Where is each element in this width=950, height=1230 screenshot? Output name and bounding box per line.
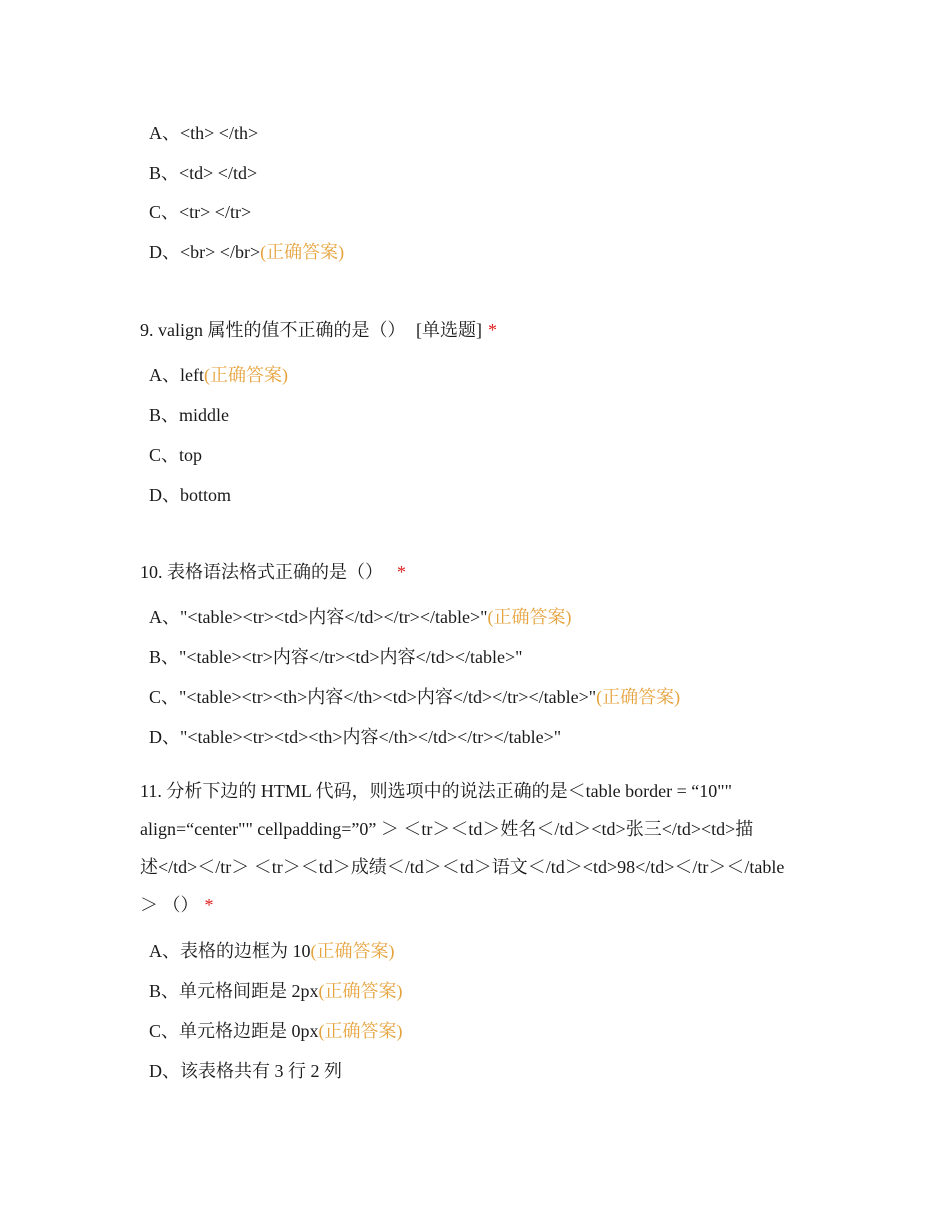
question-type-tag: [单选题] bbox=[416, 320, 482, 340]
q10-option-b[interactable] bbox=[149, 645, 522, 669]
option-label: B、<td> </td> bbox=[149, 163, 258, 183]
question-text-line: ＞ （） bbox=[140, 895, 199, 915]
q11-option-d[interactable] bbox=[149, 1059, 342, 1083]
correct-answer-mark: (正确答案) bbox=[487, 607, 572, 627]
option-label: A、表格的边框为 10 bbox=[149, 941, 311, 961]
option-label: C、top bbox=[149, 445, 203, 465]
option-label: B、单元格间距是 2px bbox=[149, 981, 319, 1001]
question-text: 10. 表格语法格式正确的是（） bbox=[140, 562, 383, 582]
q9-option-a[interactable] bbox=[149, 363, 288, 387]
q11-option-b[interactable] bbox=[149, 979, 403, 1003]
q11-option-a[interactable] bbox=[149, 939, 395, 963]
q9-option-b[interactable] bbox=[149, 403, 229, 427]
required-mark: * bbox=[397, 562, 406, 582]
q8-option-b[interactable] bbox=[149, 161, 257, 185]
q11-option-c[interactable] bbox=[149, 1019, 403, 1043]
option-label: A、"<table><tr><td>内容</td></tr></table>" bbox=[149, 607, 488, 627]
correct-answer-mark: (正确答案) bbox=[318, 981, 403, 1001]
option-label: D、"<table><tr><td><th>内容</th></td></tr></table>" bbox=[149, 727, 562, 747]
option-label: D、bottom bbox=[149, 485, 232, 505]
q9-option-d[interactable] bbox=[149, 483, 231, 507]
option-label: D、该表格共有 3 行 2 列 bbox=[149, 1061, 342, 1081]
option-label: D、<br> </br> bbox=[149, 242, 261, 262]
q11-title bbox=[140, 772, 830, 924]
correct-answer-mark: (正确答案) bbox=[318, 1021, 403, 1041]
question-text-line: align=“center"" cellpadding=”0” ＞ ＜tr＞＜td＞姓名＜/td＞<td>张三</td><td>描 bbox=[140, 819, 754, 839]
required-mark: * bbox=[488, 320, 497, 340]
correct-answer-mark: (正确答案) bbox=[310, 941, 395, 961]
correct-answer-mark: (正确答案) bbox=[260, 242, 345, 262]
option-label: C、单元格边距是 0px bbox=[149, 1021, 319, 1041]
required-mark: * bbox=[204, 895, 214, 915]
q10-title bbox=[140, 553, 820, 591]
correct-answer-mark: (正确答案) bbox=[203, 365, 288, 385]
question-text-line: 述</td>＜/tr＞ ＜tr＞＜td＞成绩＜/td＞＜td＞语文＜/td＞<td>98</td>＜/tr＞＜/table bbox=[140, 857, 785, 877]
q8-option-a[interactable] bbox=[149, 121, 258, 145]
correct-answer-mark: (正确答案) bbox=[596, 687, 681, 707]
q9-option-c[interactable] bbox=[149, 443, 202, 467]
q9-title bbox=[140, 311, 820, 349]
q10-option-a[interactable] bbox=[149, 605, 571, 629]
option-label: B、"<table><tr>内容</tr><td>内容</td></table>" bbox=[149, 647, 523, 667]
question-text-last-line bbox=[140, 886, 830, 924]
q8-option-c[interactable] bbox=[149, 200, 251, 224]
option-label: A、<th> </th> bbox=[149, 123, 259, 143]
question-text: 9. valign 属性的值不正确的是（） bbox=[140, 320, 406, 340]
option-label: B、middle bbox=[149, 405, 229, 425]
option-label: A、left bbox=[149, 365, 204, 385]
q10-option-c[interactable] bbox=[149, 685, 680, 709]
option-label: C、<tr> </tr> bbox=[149, 202, 252, 222]
option-label: C、"<table><tr><th>内容</th><td>内容</td></tr></table>" bbox=[149, 687, 597, 707]
q8-option-d[interactable] bbox=[149, 240, 344, 264]
q10-option-d[interactable] bbox=[149, 725, 561, 749]
question-text-line: 11. 分析下边的 HTML 代码，则选项中的说法正确的是＜table border = “10"" bbox=[140, 781, 732, 801]
